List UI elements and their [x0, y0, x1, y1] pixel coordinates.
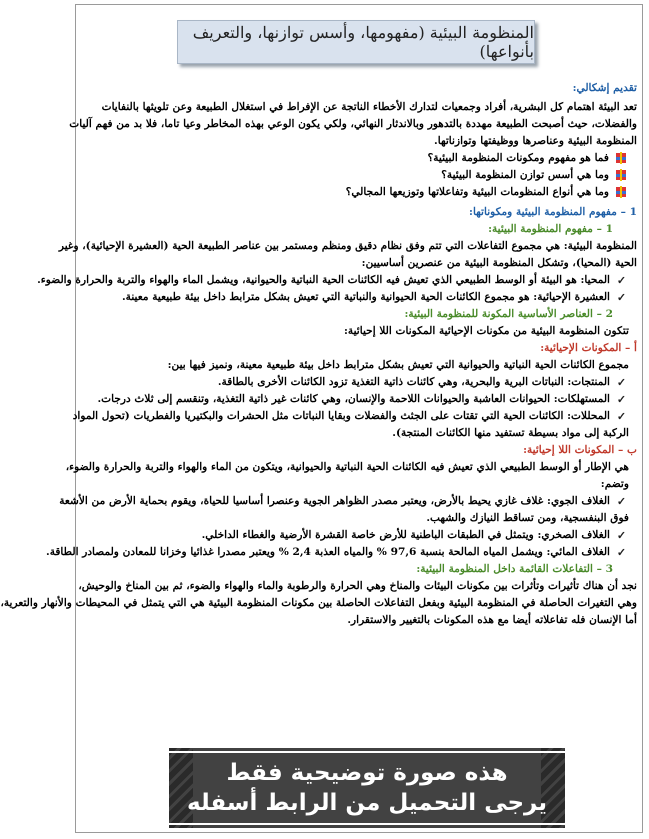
check-icon: ✓ — [616, 376, 627, 389]
list-item — [72, 408, 627, 425]
list-item — [59, 493, 627, 510]
intro-paragraph — [69, 99, 637, 150]
pin-marker-icon — [615, 186, 627, 198]
subsection-3-heading: 3 – التفاعلات القائمة داخل المنظومة البيئية: — [416, 563, 613, 575]
page-title-text: المنظومة البيئية (مفهومها، وأسس توازنها، والتعريف بأنواعها) — [192, 23, 534, 61]
abiotic-heading: ب – المكونات اللا إحيائية: — [523, 444, 637, 456]
question-text: وما هي أنواع المنظومات البيئية وتفاعلاتها وتوزيعها المجالي؟ — [345, 186, 609, 198]
question-text: وما هي أسس توازن المنظومة البيئية؟ — [441, 169, 609, 181]
page-title — [177, 20, 535, 64]
list-item — [37, 272, 627, 289]
interactions-line: نجد أن هناك تأثيرات وتأثرات بين مكونات البيئات والمناخ وهي الحرارة والرطوبة والماء والهواء والضوء، ثم بين المناخ والوحيش، — [78, 580, 637, 592]
subsection-2-text: تتكون المنظومة البيئية من مكونات الإحيائية المكونات اللا إحيائية: — [344, 325, 629, 337]
check-icon: ✓ — [616, 529, 627, 542]
list-item-continuation: الركبة إلى مواد بسيطة تستفيد منها الكائنات المنتجة). — [392, 427, 629, 439]
intro-line: تعد البيئة اهتمام كل البشرية، أفراد وجمعيات لتدارك الأخطاء الناتجة عن الإفراط في استغلال الطبيعة وعن تلويثها بالنفايات — [101, 101, 637, 113]
list-item-text: المحيا: هو البيئة أو الوسط الطبيعي الذي تعيش فيه الكائنات الحية النباتية والحيوانية، ويشمل الماء والهواء والتربة والحرارة والضوء. — [37, 274, 610, 286]
question-text: فما هو مفهوم ومكونات المنظومة البيئية؟ — [427, 152, 609, 164]
subsection-1-heading: 1 – مفهوم المنظومة البيئية: — [488, 223, 613, 235]
list-item-text: العشيرة الإحيائية: هو مجموع الكائنات الحية الحيوانية والنباتية التي تعيش بشكل مترابط داخل بيئة طبيعية معينة. — [121, 291, 610, 303]
banner-line-2: يرجى التحميل من الرابط أسفله — [187, 790, 547, 816]
list-item-text: المحللات: الكائنات الحية التي تقتات على الجثث والفضلات وبقايا النباتات مثل الحشرات والبكتيريا والفطريات (تحول المواد — [72, 410, 610, 422]
definition-line: الحية (المحيا)، وتشكل المنظومة البيئية من عنصرين أساسيين: — [361, 257, 637, 269]
check-icon: ✓ — [616, 393, 627, 406]
pin-marker-icon — [615, 169, 627, 181]
section-1-heading: 1 – مفهوم المنظومة البيئية ومكوناتها: — [469, 206, 637, 218]
banner-bottom-rule — [169, 823, 565, 825]
abiotic-line: هي الإطار أو الوسط الطبيعي الذي تعيش فيه الكائنات الحية النباتية والحيوانية، ويتكون من الماء والهواء والتربة والحرارة والضوء، — [65, 461, 629, 473]
list-item — [83, 374, 627, 391]
list-item — [46, 544, 627, 561]
list-item — [83, 391, 627, 408]
list-item-continuation: فوق البنفسجية، ومن تساقط النيازك والشهب. — [426, 512, 629, 524]
banner-line-1: هذه صورة توضيحية فقط — [226, 760, 508, 786]
check-icon: ✓ — [616, 291, 627, 304]
check-icon: ✓ — [616, 274, 627, 287]
interactions-paragraph — [0, 578, 637, 629]
definition-paragraph — [58, 238, 637, 272]
intro-heading: تقديم إشكالي: — [572, 82, 637, 94]
list-item-text: المستهلكات: الحيوانات العاشبة والحيوانات اللاحمة والإنسان، وهي كائنات غير ذاتية التغذية، وتنقسم إلى ثلاث درجات. — [97, 393, 610, 405]
abiotic-line: وتضم: — [600, 478, 629, 490]
check-icon: ✓ — [616, 495, 627, 508]
interactions-line: أما الإنسان فله تفاعلاته أيضا مع هذه المكونات بالتغيير والاستقرار. — [347, 614, 637, 626]
banner-top-rule — [169, 751, 565, 753]
biotic-text: مجموع الكائنات الحية النباتية والحيوانية التي تعيش بشكل مترابط داخل بيئة طبيعية معينة، ونميز فيها بين: — [167, 359, 629, 371]
check-icon: ✓ — [616, 546, 627, 559]
document-body — [0, 78, 637, 629]
list-item — [83, 289, 627, 306]
subsection-2-heading: 2 – العناصر الأساسية المكونة للمنظومة البيئية: — [404, 308, 613, 320]
question-item — [83, 150, 627, 167]
pin-marker-icon — [615, 152, 627, 164]
list-item-text: الغلاف الصخري: ويتمثل في الطبقات الباطنية للأرض خاصة القشرة الأرضية والغطاء الداخلي. — [201, 529, 610, 541]
preview-banner — [169, 748, 565, 828]
biotic-heading: أ – المكونات الإحيائية: — [540, 342, 637, 354]
list-item-text: الغلاف الجوي: غلاف غازي يحيط بالأرض، ويعتبر مصدر الظواهر الجوية وعنصرا أساسيا للحياة، ويقوم بحماية الأرض من الأشعة — [59, 495, 610, 507]
list-item-text: المنتجات: النباتات البرية والبحرية، وهي كائنات ذاتية التغذية تزود الكائنات الأخرى بالطاقة. — [217, 376, 610, 388]
interactions-line: وهي التغيرات الحاصلة في المنظومة البيئية وبفعل التفاعلات الحاصلة بين مكونات المنظومة البيئية هي التي يتمثل في المحيطات والأنهار والتعرية، — [0, 597, 637, 609]
intro-line: المنظومة البيئية وعناصرها ووظيفتها وتوازناتها. — [434, 135, 637, 147]
question-item — [83, 167, 627, 184]
list-item — [83, 527, 627, 544]
definition-line: المنظومة البيئية: هي مجموع التفاعلات التي تتم وفق نظام دقيق ومنظم ومستمر بين عناصر الطبيعة الحية (العشيرة الإحيائية)، وغير — [58, 240, 637, 252]
question-item — [83, 184, 627, 201]
intro-line: والفضلات، حيث أصبحت الطبيعة مهددة بالتدهور وبالاندثار النهائي، ولكي يكون الوعي بهذه المخاطر وعيا تاما، فلا بد من فهم آليات — [69, 118, 637, 130]
abiotic-paragraph — [65, 459, 629, 493]
list-item-text: الغلاف المائي: ويشمل المياه المالحة بنسبة 97,6 % والمياه العذبة 2,4 % ويعتبر مصدرا غذائيا وخزانا للمعادن ولمصادر الطاقة. — [46, 546, 610, 558]
check-icon: ✓ — [616, 410, 627, 423]
